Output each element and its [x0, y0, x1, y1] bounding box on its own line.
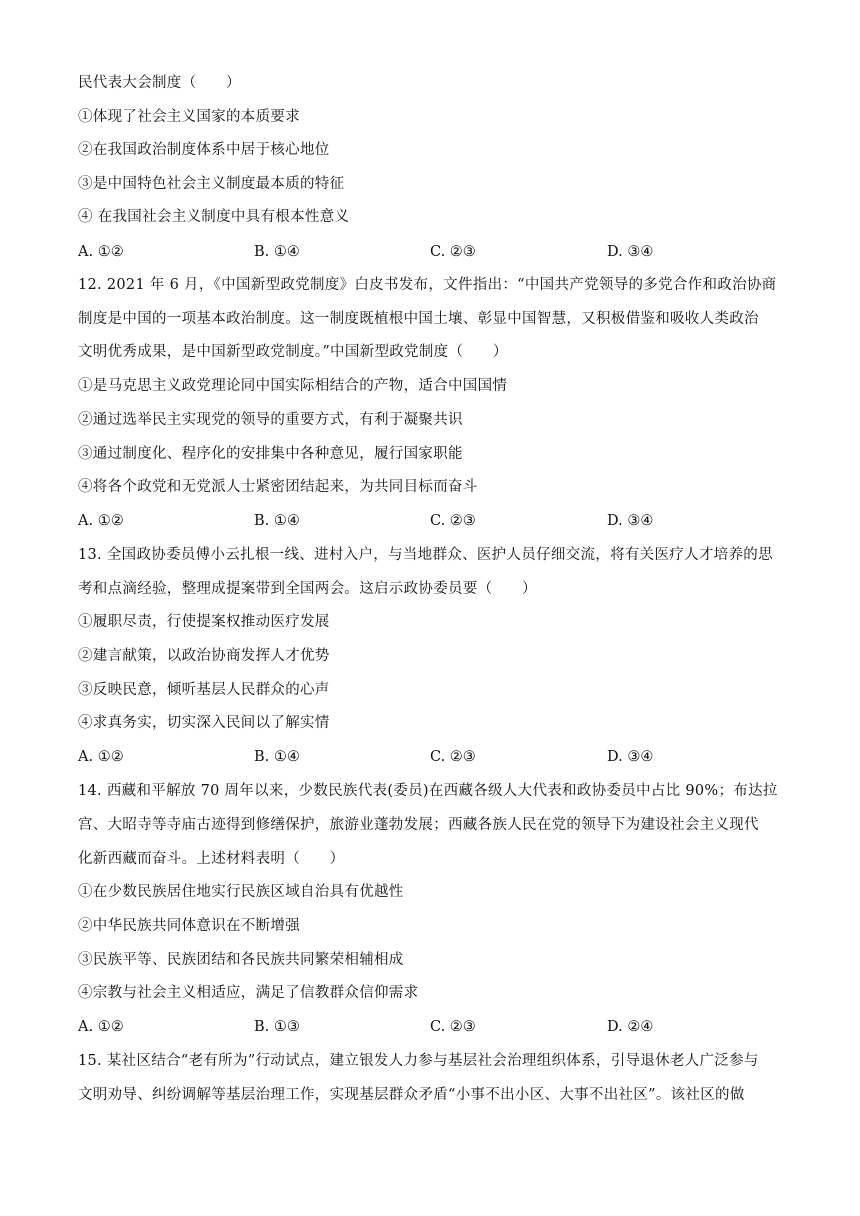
- question-11-statement-1: ①体现了社会主义国家的本质要求: [78, 109, 300, 125]
- question-14-stem-line-2: 宫、大昭寺等寺庙古迹得到修缮保护，旅游业蓬勃发展；西藏各族人民在党的领导下为建设社会主义现代: [78, 817, 759, 833]
- option-d[interactable]: D. ③④: [607, 749, 654, 765]
- question-13-statement-3: ③反映民意，倾听基层人民群众的心声: [78, 682, 330, 698]
- option-c[interactable]: C. ②③: [430, 244, 476, 260]
- question-12-options: [78, 511, 790, 531]
- question-12-stem-line-1: 12. 2021 年 6 月，《中国新型政党制度》白皮书发布，文件指出：“中国共产党领导的多党合作和政治协商: [78, 277, 777, 293]
- question-14-statement-3: ③民族平等、民族团结和各民族共同繁荣相辅相成: [78, 952, 404, 968]
- question-13-options: [78, 747, 790, 767]
- question-12-statement-2: ②通过选举民主实现党的领导的重要方式，有利于凝聚共识: [78, 412, 463, 428]
- question-11-options: [78, 242, 790, 262]
- option-b[interactable]: B. ①④: [254, 244, 300, 260]
- question-11-statement-4: ④ 在我国社会主义制度中具有根本性意义: [78, 209, 350, 225]
- question-13-stem-line-2: 考和点滴经验，整理成提案带到全国两会。这启示政协委员要（ ）: [78, 581, 537, 597]
- question-12-statement-1: ①是马克思主义政党理论同中国实际相结合的产物，适合中国国情: [78, 378, 508, 394]
- option-a[interactable]: A. ①②: [78, 244, 124, 260]
- option-b[interactable]: B. ①④: [254, 513, 300, 529]
- option-a[interactable]: A. ①②: [78, 513, 124, 529]
- question-14-statement-4: ④宗教与社会主义相适应，满足了信教群众信仰需求: [78, 985, 419, 1001]
- question-14-statement-2: ②中华民族共同体意识在不断增强: [78, 918, 300, 934]
- option-c[interactable]: C. ②③: [430, 749, 476, 765]
- option-c[interactable]: C. ②③: [430, 1019, 476, 1035]
- question-13-statement-2: ②建言献策，以政治协商发挥人才优势: [78, 648, 330, 664]
- question-12-statement-4: ④将各个政党和无党派人士紧密团结起来，为共同目标而奋斗: [78, 479, 478, 495]
- option-d[interactable]: D. ③④: [607, 513, 654, 529]
- question-13-stem-line-1: 13. 全国政协委员傅小云扎根一线、进村入户，与当地群众、医护人员仔细交流，将有关医疗人才培养的思: [78, 547, 773, 563]
- option-d[interactable]: D. ③④: [607, 244, 654, 260]
- question-14-stem-line-3: 化新西藏而奋斗。上述材料表明（ ）: [78, 851, 345, 867]
- question-14-options: [78, 1017, 790, 1037]
- option-a[interactable]: A. ①②: [78, 749, 124, 765]
- option-a[interactable]: A. ①②: [78, 1019, 124, 1035]
- option-d[interactable]: D. ②④: [607, 1019, 654, 1035]
- question-12-stem-line-2: 制度是中国的一项基本政治制度。这一制度既植根中国土壤、彰显中国智慧，又积极借鉴和吸收人类政治: [78, 311, 759, 327]
- question-15-stem-line-1: 15. 某社区结合“老有所为”行动试点，建立银发人力参与基层社会治理组织体系，引导退休老人广泛参与: [78, 1053, 759, 1069]
- question-15-stem-line-2: 文明劝导、纠纷调解等基层治理工作，实现基层群众矛盾“小事不出小区、大事不出社区”。该社区的做: [78, 1087, 745, 1103]
- question-12-stem-line-3: 文明优秀成果，是中国新型政党制度。”中国新型政党制度（ ）: [78, 344, 508, 360]
- question-11-stem-tail: 民代表大会制度（ ）: [78, 75, 241, 91]
- option-c[interactable]: C. ②③: [430, 513, 476, 529]
- question-11-statement-3: ③是中国特色社会主义制度最本质的特征: [78, 176, 345, 192]
- option-b[interactable]: B. ①④: [254, 749, 300, 765]
- question-11-statement-2: ②在我国政治制度体系中居于核心地位: [78, 142, 330, 158]
- option-b[interactable]: B. ①③: [254, 1019, 300, 1035]
- question-14-statement-1: ①在少数民族居住地实行民族区域自治具有优越性: [78, 884, 404, 900]
- question-14-stem-line-1: 14. 西藏和平解放 70 周年以来，少数民族代表(委员)在西藏各级人大代表和政协委员中占比 90%；布达拉: [78, 783, 778, 799]
- question-12-statement-3: ③通过制度化、程序化的安排集中各种意见，履行国家职能: [78, 446, 463, 462]
- question-13-statement-1: ①履职尽责，行使提案权推动医疗发展: [78, 614, 330, 630]
- question-13-statement-4: ④求真务实，切实深入民间以了解实情: [78, 715, 330, 731]
